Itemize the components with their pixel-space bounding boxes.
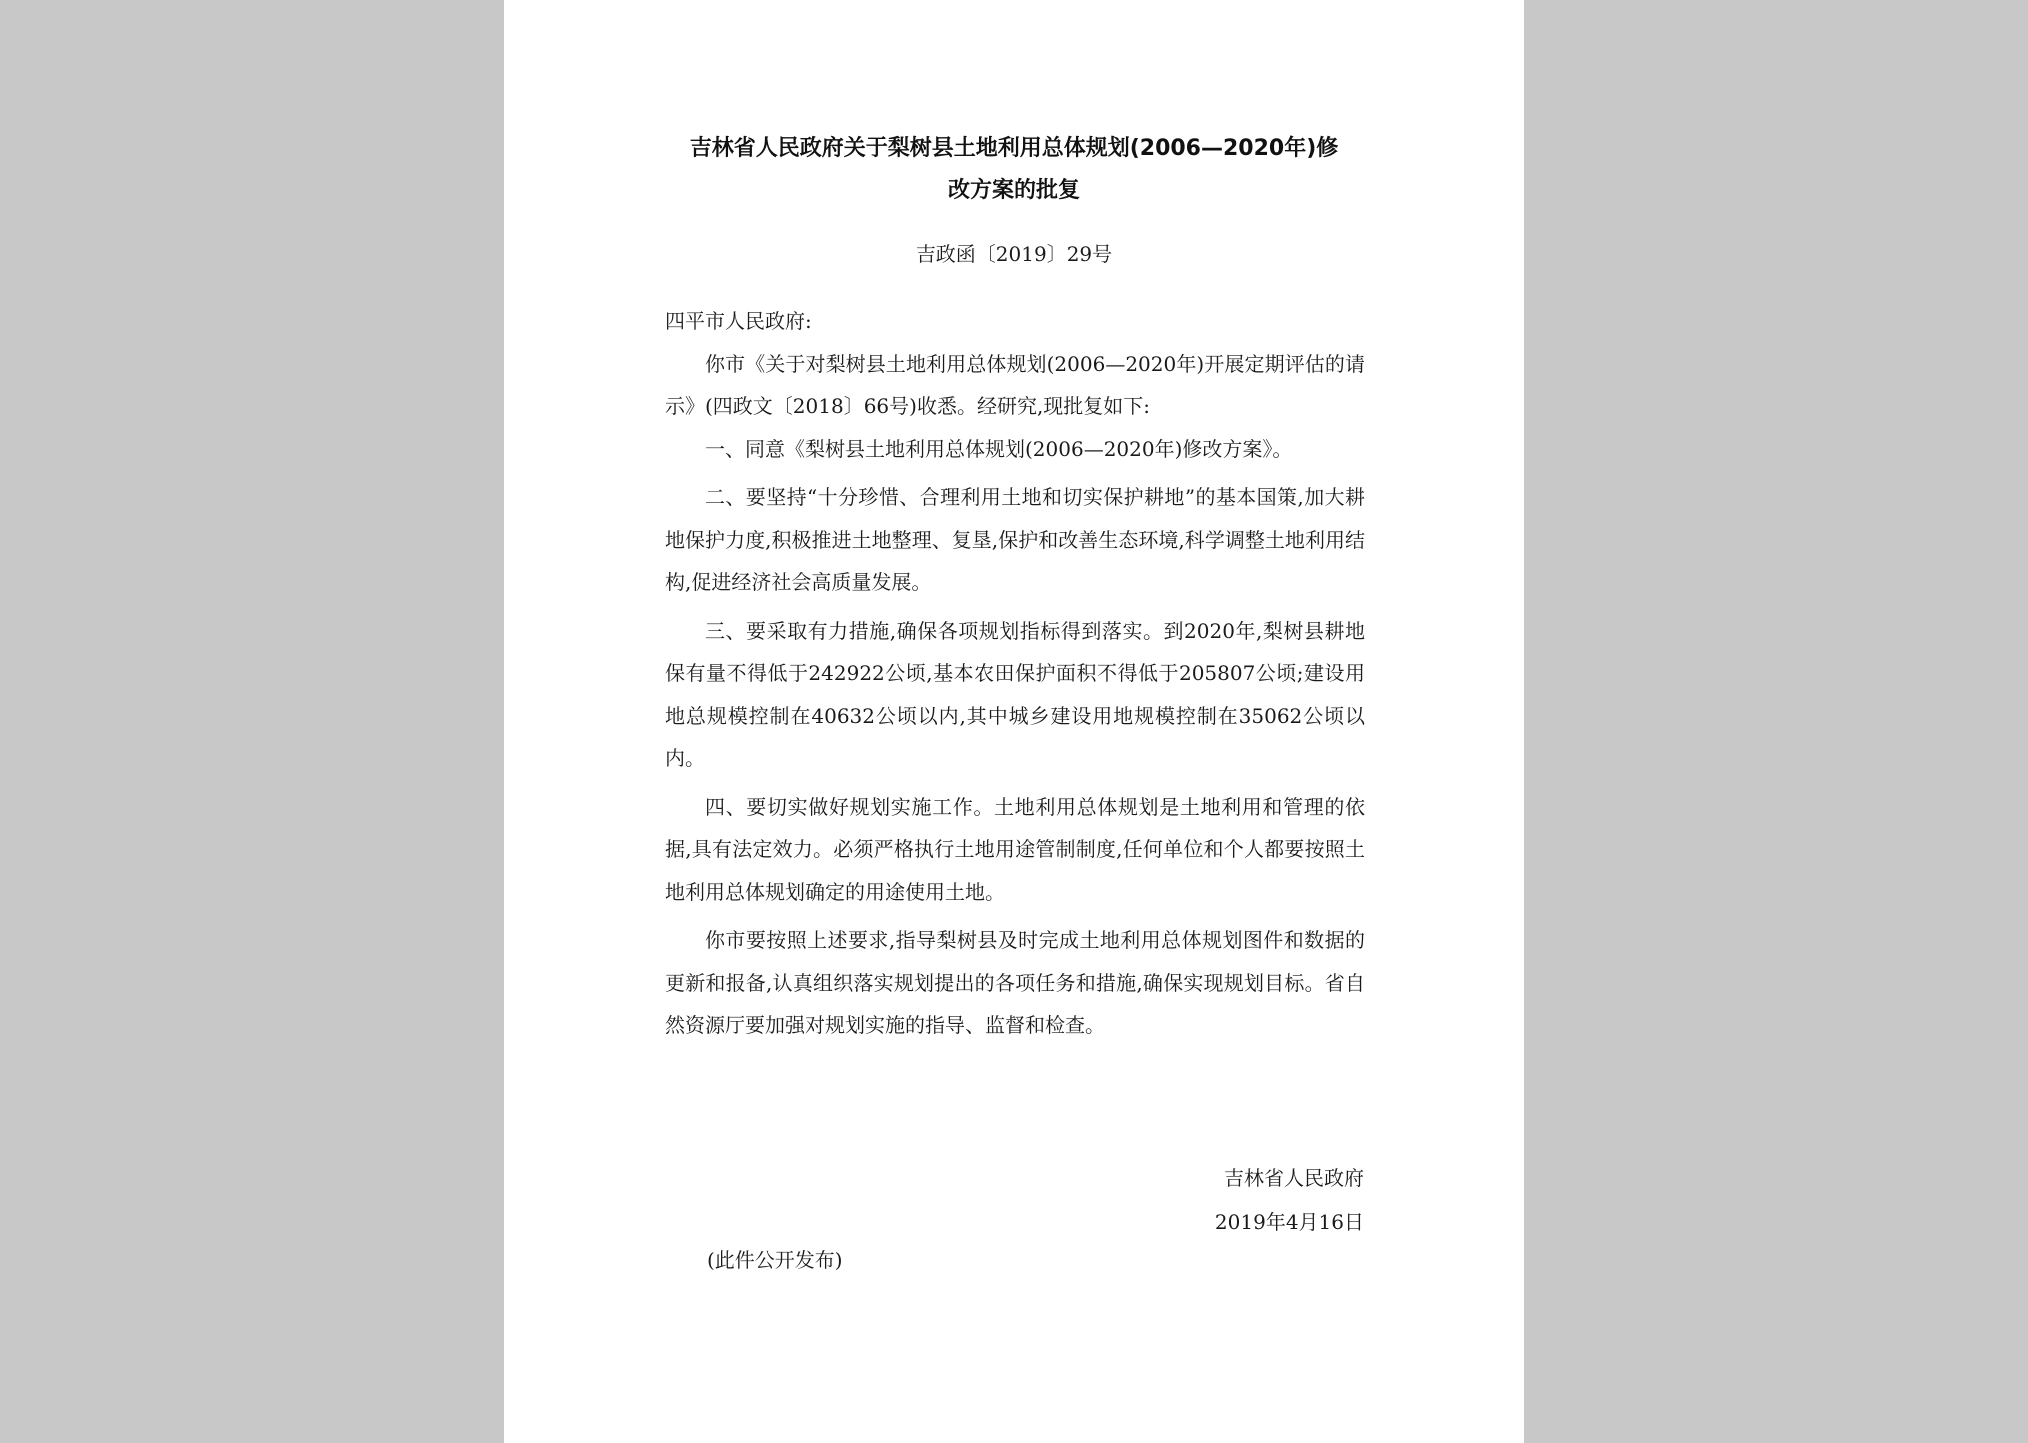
document-page xyxy=(504,0,1524,1443)
paragraph-item-1: 一、同意《梨树县土地利用总体规划(2006—2020年)修改方案》。 xyxy=(705,436,1293,461)
document-number: 吉政函〔2019〕29号 xyxy=(915,242,1113,266)
document-title xyxy=(664,128,1364,212)
release-note: (此件公开发布) xyxy=(707,1248,843,1272)
issuer-name: 吉林省人民政府 xyxy=(1224,1166,1364,1190)
issue-date: 2019年4月16日 xyxy=(1214,1210,1364,1234)
document-body xyxy=(665,300,1365,1047)
title-line-1: 吉林省人民政府关于梨树县土地利用总体规划(2006—2020年)修 xyxy=(689,136,1339,161)
title-line-2: 改方案的批复 xyxy=(947,178,1080,203)
addressee: 四平市人民政府: xyxy=(665,309,812,333)
paragraph-intro: 你市《关于对梨树县土地利用总体规划(2006—2020年)开展定期评估的请示》(四政文〔2018〕66号)收悉。经研究,现批复如下: xyxy=(665,351,1365,418)
paragraph-item-3: 三、要采取有力措施,确保各项规划指标得到落实。到2020年,梨树县耕地保有量不得低于242922公顷,基本农田保护面积不得低于205807公顷;建设用地总规模控制在40632公顷以内,其中城乡建设用地规模控制在35062公顷以内。 xyxy=(665,618,1365,770)
paragraph-closing: 你市要按照上述要求,指导梨树县及时完成土地利用总体规划图件和数据的更新和报备,认真组织落实规划提出的各项任务和措施,确保实现规划目标。省自然资源厅要加强对规划实施的指导、监督和检查。 xyxy=(665,928,1365,1037)
signature-block xyxy=(664,1156,1364,1244)
paragraph-item-2: 二、要坚持“十分珍惜、合理利用土地和切实保护耕地”的基本国策,加大耕地保护力度,积极推进土地整理、复垦,保护和改善生态环境,科学调整土地利用结构,促进经济社会高质量发展。 xyxy=(665,485,1365,594)
paragraph-item-4: 四、要切实做好规划实施工作。土地利用总体规划是土地利用和管理的依据,具有法定效力。必须严格执行土地用途管制制度,任何单位和个人都要按照土地利用总体规划确定的用途使用土地。 xyxy=(665,794,1365,904)
